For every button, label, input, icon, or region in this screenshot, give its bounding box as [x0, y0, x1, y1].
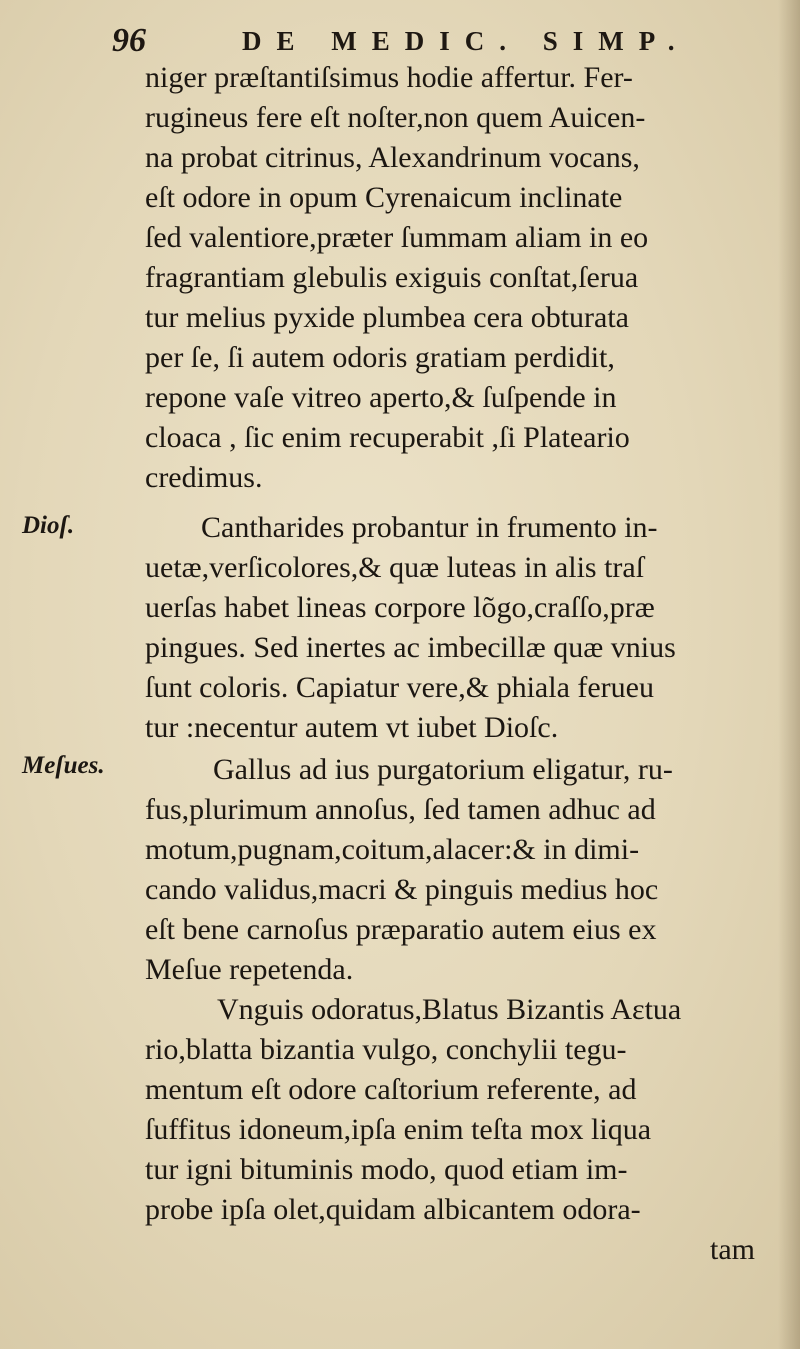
text-line: rugineus fere eſt noſter,non quem Auicen- [145, 101, 646, 134]
text-line: fus,plurimum annoſus, ſed tamen adhuc ad [145, 793, 656, 826]
text-line-paragraph-start: Gallus ad ius purgatorium eligatur, ru- [213, 753, 673, 786]
text-line: eſt odore in opum Cyrenaicum inclinate [145, 181, 623, 214]
text-line: per ſe, ſi autem odoris gratiam perdidit, [145, 341, 615, 374]
text-line: Meſue repetenda. [145, 953, 354, 986]
text-line: ſuffitus idoneum,ipſa enim teſta mox liqua [145, 1113, 652, 1146]
text-line: cando validus,macri & pinguis medius hoc [145, 873, 659, 906]
text-line: ſunt coloris. Capiatur vere,& phiala ferueu [145, 671, 654, 704]
text-line: mentum eſt odore caſtorium referente, ad [145, 1073, 637, 1106]
catchword: tam [710, 1233, 755, 1266]
text-line: pingues. Sed inertes ac imbecillæ quæ vnius [145, 631, 676, 664]
text-line: cloaca , ſic enim recuperabit ,ſi Plateario [145, 421, 630, 454]
margin-note-mesues: Meſues. [22, 752, 105, 779]
gutter-shadow [778, 0, 800, 1349]
running-title: DE MEDIC. SIMP. [242, 26, 690, 56]
margin-note-dioscorides: Dioſ. [22, 512, 75, 539]
text-line: eſt bene carnoſus præparatio autem eius ex [145, 913, 657, 946]
text-line: probe ipſa olet,quidam albicantem odora- [145, 1193, 641, 1226]
text-line: repone vaſe vitreo aperto,& ſuſpende in [145, 381, 617, 414]
text-line: ſed valentiore,præter ſummam aliam in eo [145, 221, 649, 254]
text-line: fragrantiam glebulis exiguis conſtat,ſerua [145, 261, 639, 294]
text-line: rio,blatta bizantia vulgo, conchylii tegu- [145, 1033, 627, 1066]
text-line: na probat citrinus, Alexandrinum vocans, [145, 141, 640, 174]
text-line-paragraph-start: Cantharides probantur in frumento in- [201, 511, 658, 544]
running-head [112, 22, 712, 62]
text-line: uerſas habet lineas corpore lõgo,craſſo,præ [145, 591, 655, 624]
text-line: tur igni bituminis modo, quod etiam im- [145, 1153, 628, 1186]
text-line-paragraph-start: Vnguis odoratus,Blatus Bizantis Aɛtua [217, 993, 682, 1026]
page-number: 96 [112, 22, 146, 59]
text-line: tur melius pyxide plumbea cera obturata [145, 301, 629, 334]
text-line: tur :necentur autem vt iubet Dioſc. [145, 711, 559, 744]
text-line: credimus. [145, 461, 263, 494]
text-line: uetæ,verſicolores,& quæ luteas in alis traſ [145, 551, 645, 584]
text-line: niger præſtantiſsimus hodie affertur. Fer- [145, 61, 633, 94]
text-line: motum,pugnam,coitum,alacer:& in dimi- [145, 833, 640, 866]
